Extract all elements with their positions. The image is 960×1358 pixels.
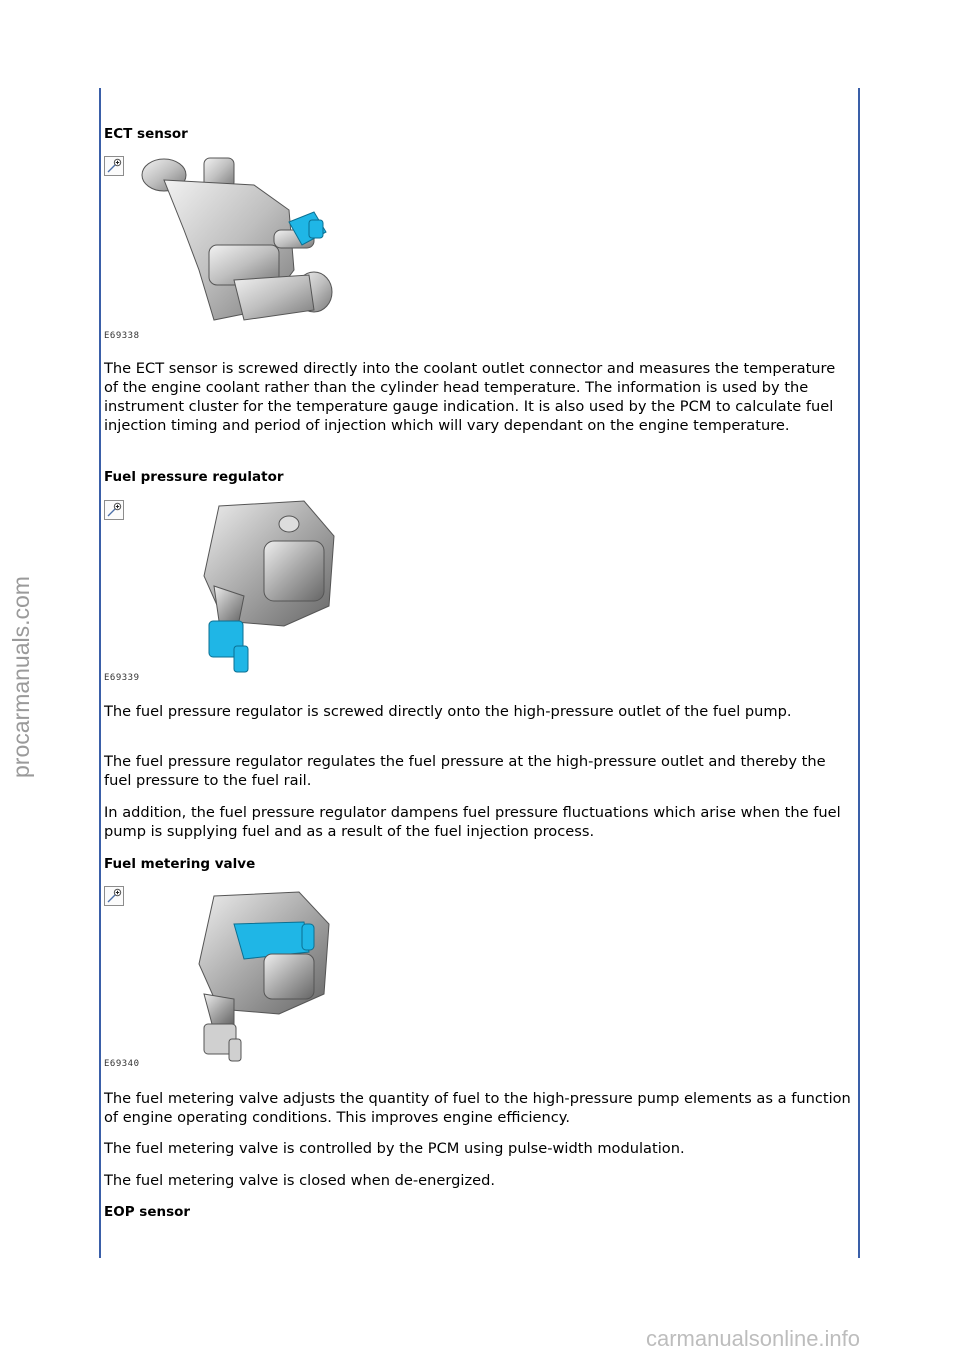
fuel-pressure-regulator-figure [104,496,434,686]
fuel-metering-valve-figure [104,884,434,1074]
section-paragraph: In addition, the fuel pressure regulator dampens fuel pressure fluctuations which arise when the fuel pump is supplying fuel and as a result of the fuel injection process. [104,804,841,840]
section-heading-fuel-pressure-regulator: Fuel pressure regulator [104,469,284,485]
left-border-rule [99,88,101,1258]
section-heading-fuel-metering-valve: Fuel metering valve [104,856,256,872]
side-watermark: procarmanuals.com [8,576,34,778]
section-paragraph: The fuel metering valve is closed when de-energized. [104,1172,495,1189]
section-heading-eop-sensor: EOP sensor [104,1204,191,1220]
section-paragraph: The fuel pressure regulator is screwed directly onto the high-pressure outlet of the fuel pump. [104,703,792,720]
section-paragraph: The fuel pressure regulator regulates the fuel pressure at the high-pressure outlet and thereby the fuel pressure to the fuel rail. [104,753,826,789]
ect-sensor-figure [104,150,434,340]
figure-id-label: E69338 [104,331,140,341]
section-heading-ect-sensor: ECT sensor [104,126,188,142]
section-paragraph: The fuel metering valve adjusts the quantity of fuel to the high-pressure pump elements as a function of engine operating conditions. This improves engine efficiency. [104,1090,851,1126]
figure-id-label: E69339 [104,673,140,683]
right-border-rule [858,88,860,1258]
section-paragraph: The ECT sensor is screwed directly into the coolant outlet connector and measures the temperature of the engine coolant rather than the cylinder head temperature. The information is used by the instrument cluster for the temperature gauge indication. It is also used by the PCM to calculate fuel injection timing and period of injection which will vary dependant on the engine temperature. [104,360,836,434]
footer-watermark: carmanualsonline.info [646,1326,861,1351]
section-paragraph: The fuel metering valve is controlled by the PCM using pulse-width modulation. [104,1140,685,1157]
figure-id-label: E69340 [104,1059,140,1069]
